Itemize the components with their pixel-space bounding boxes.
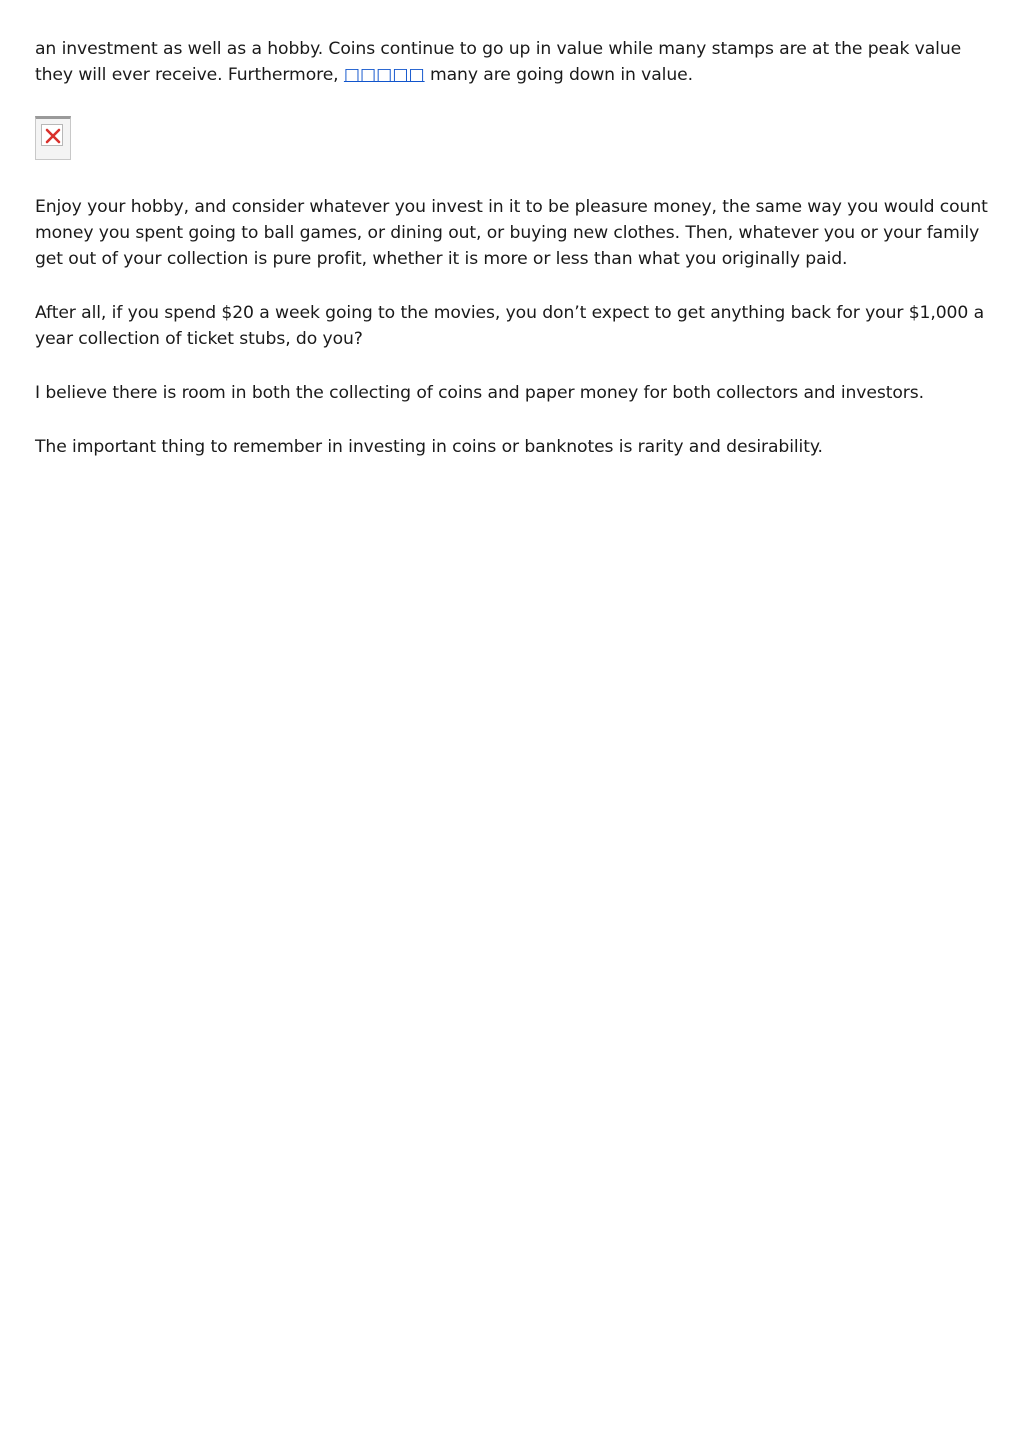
paragraph-investment-text-start: an investment as well as a hobby. Coins continue to go up in value while many stamps are at the peak value they will ever receive. Furthermore, bbox=[35, 39, 962, 85]
inline-link[interactable]: □□□□□ bbox=[343, 65, 425, 85]
paragraph-enjoy-hobby: Enjoy your hobby, and consider whatever you invest in it to be pleasure money, the same way you would count money you spent going to ball games, or dining out, or buying new clothes. Then, whatever you or your family get out of your collection is pure profit, whether it is more or less than what you originally paid. bbox=[35, 197, 988, 269]
broken-image-frame bbox=[41, 124, 63, 146]
paragraph-movies: After all, if you spend $20 a week going to the movies, you don’t expect to get anything back for your $1,000 a year collection of ticket stubs, do you? bbox=[35, 303, 985, 349]
document-page bbox=[35, 36, 995, 488]
paragraph-investment-text-end: many are going down in value. bbox=[424, 65, 693, 85]
paragraph-investment bbox=[35, 36, 995, 88]
paragraph-collectors-investors: I believe there is room in both the collecting of coins and paper money for both collectors and investors. bbox=[35, 383, 924, 403]
paragraph-rarity: The important thing to remember in investing in coins or banknotes is rarity and desirability. bbox=[35, 437, 823, 457]
close-x-icon bbox=[45, 128, 61, 144]
broken-image-icon bbox=[35, 116, 71, 160]
